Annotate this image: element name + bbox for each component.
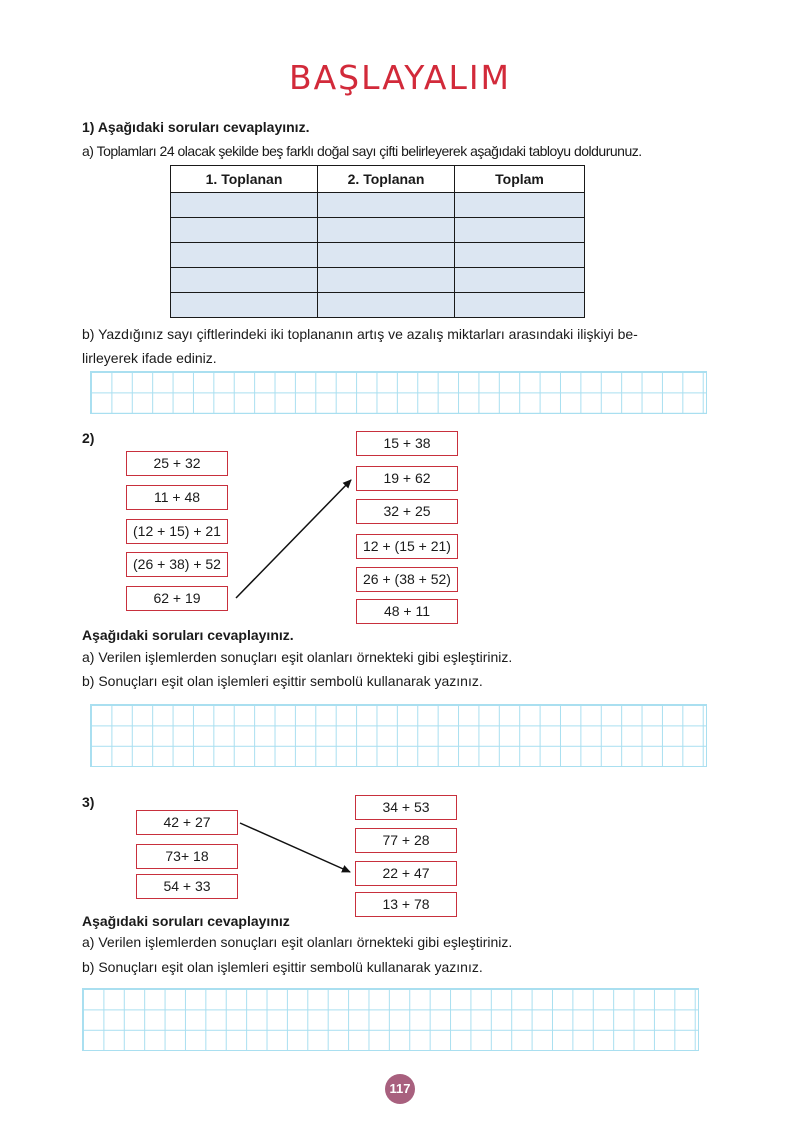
q1-a-text: a) Toplamları 24 olacak şekilde beş farklı doğal sayı çifti belirleyerek aşağıdaki tabloyu doldurunuz.	[82, 143, 642, 159]
table-cell[interactable]	[318, 243, 455, 268]
table-cell[interactable]	[318, 293, 455, 318]
q2-left-box[interactable]: 11 + 48	[126, 485, 228, 510]
q2-right-box[interactable]: 15 + 38	[356, 431, 458, 456]
table-cell[interactable]	[171, 268, 318, 293]
q3-example-arrow	[240, 823, 350, 872]
q2-b-text: b) Sonuçları eşit olan işlemleri eşittir sembolü kullanarak yazınız.	[82, 673, 483, 689]
table-cell[interactable]	[455, 293, 585, 318]
table-row	[171, 268, 585, 293]
table-row	[171, 218, 585, 243]
table-row	[171, 293, 585, 318]
q1-heading: 1) Aşağıdaki soruları cevaplayınız.	[82, 119, 310, 135]
table-cell[interactable]	[455, 243, 585, 268]
q2-heading: Aşağıdaki soruları cevaplayınız.	[82, 627, 294, 643]
q1-b-text-line1: b) Yazdığınız sayı çiftlerindeki iki toplananın artış ve azalış miktarları arasındaki ilişkiyi be-	[82, 326, 638, 342]
q2-number: 2)	[82, 430, 95, 446]
q3-left-box[interactable]: 54 + 33	[136, 874, 238, 899]
q3-right-box[interactable]: 34 + 53	[355, 795, 457, 820]
page-title: BAŞLAYALIM	[288, 58, 512, 97]
q2-left-box[interactable]: (26 + 38) + 52	[126, 552, 228, 577]
q2-left-box[interactable]: 25 + 32	[126, 451, 228, 476]
q2-right-box[interactable]: 19 + 62	[356, 466, 458, 491]
q1-b-text-line2: lirleyerek ifade ediniz.	[82, 350, 217, 366]
q2-right-box[interactable]: 12 + (15 + 21)	[356, 534, 458, 559]
q3-left-box[interactable]: 73+ 18	[136, 844, 238, 869]
q3-right-box[interactable]: 77 + 28	[355, 828, 457, 853]
table-cell[interactable]	[171, 193, 318, 218]
table-row	[171, 243, 585, 268]
table-header: Toplam	[455, 166, 585, 193]
answer-grid-3[interactable]	[82, 988, 699, 1051]
page-number-badge: 117	[385, 1074, 415, 1104]
q3-a-text: a) Verilen işlemlerden sonuçları eşit olanları örnekteki gibi eşleştiriniz.	[82, 934, 513, 950]
table-header-row	[171, 166, 585, 193]
table-cell[interactable]	[171, 293, 318, 318]
q3-left-box[interactable]: 42 + 27	[136, 810, 238, 835]
q3-heading: Aşağıdaki soruları cevaplayınız	[82, 913, 290, 929]
answer-grid-1[interactable]	[90, 371, 707, 414]
q2-left-box[interactable]: (12 + 15) + 21	[126, 519, 228, 544]
q2-example-arrow	[236, 480, 351, 598]
table-cell[interactable]	[318, 193, 455, 218]
q2-a-text: a) Verilen işlemlerden sonuçları eşit olanları örnekteki gibi eşleştiriniz.	[82, 649, 513, 665]
q2-right-box[interactable]: 32 + 25	[356, 499, 458, 524]
table-cell[interactable]	[455, 218, 585, 243]
table-cell[interactable]	[318, 268, 455, 293]
q2-left-box[interactable]: 62 + 19	[126, 586, 228, 611]
q3-right-box[interactable]: 22 + 47	[355, 861, 457, 886]
q2-right-box[interactable]: 48 + 11	[356, 599, 458, 624]
q2-right-box[interactable]: 26 + (38 + 52)	[356, 567, 458, 592]
table-row	[171, 193, 585, 218]
q3-right-box[interactable]: 13 + 78	[355, 892, 457, 917]
table-cell[interactable]	[318, 218, 455, 243]
q3-b-text: b) Sonuçları eşit olan işlemleri eşittir sembolü kullanarak yazınız.	[82, 959, 483, 975]
table-header: 2. Toplanan	[318, 166, 455, 193]
table-cell[interactable]	[455, 193, 585, 218]
answer-grid-2[interactable]	[90, 704, 707, 767]
table-cell[interactable]	[455, 268, 585, 293]
sum-table	[170, 165, 585, 318]
q3-number: 3)	[82, 794, 95, 810]
table-header: 1. Toplanan	[171, 166, 318, 193]
table-cell[interactable]	[171, 243, 318, 268]
table-cell[interactable]	[171, 218, 318, 243]
